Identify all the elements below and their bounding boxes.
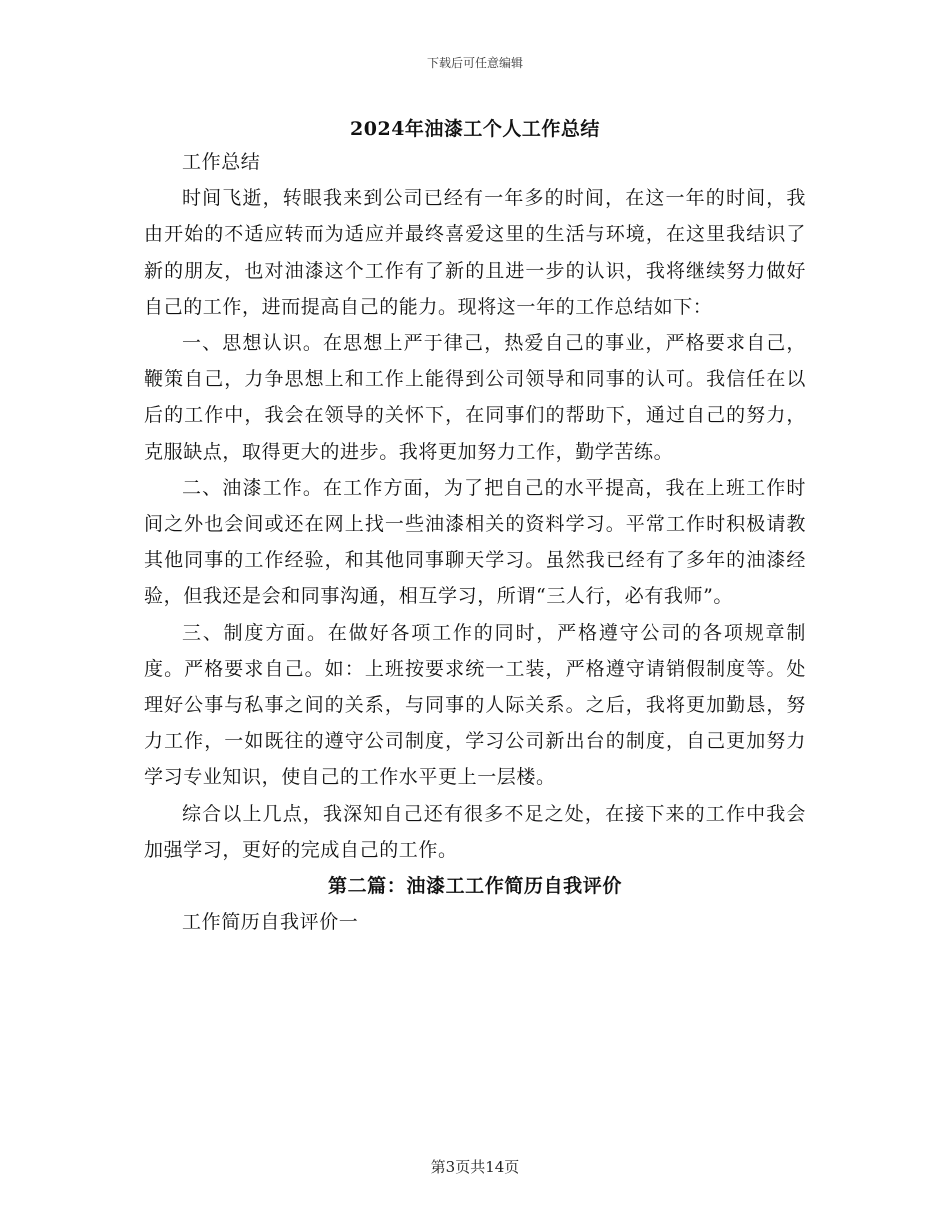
paragraph-ideology: 一、思想认识。在思想上严于律己，热爱自己的事业，严格要求自己，鞭策自己，力争思想上和工作上能得到公司领导和同事的认可。我信任在以后的工作中，我会在领导的关怀下，在同事们的帮助下，通过自己的努力，克服缺点，取得更大的进步。我将更加努力工作，勤学苦练。	[144, 332, 806, 463]
paragraph-heading-work-summary: 工作总结	[182, 151, 261, 173]
section-2-title: 第二篇：油漆工工作简历自我评价	[327, 875, 622, 898]
header-note: 下载后可任意编辑	[426, 56, 523, 70]
paragraph-painting-work: 二、油漆工作。在工作方面，为了把自己的水平提高，我在上班工作时间之外也会间或还在网上找一些油漆相关的资料学习。平常工作时积极请教其他同事的工作经验，和其他同事聊天学习。虽然我已经有了多年的油漆经验，但我还是会和同事沟通，相互学习，所谓“三人行，必有我师”。	[144, 476, 806, 608]
document-body	[144, 144, 806, 940]
page-number: 第3页共14页	[430, 1158, 520, 1176]
section-2-paragraph: 工作简历自我评价一	[182, 911, 359, 934]
paragraph-conclusion: 综合以上几点，我深知自己还有很多不足之处，在接下来的工作中我会加强学习，更好的完成自己的工作。	[144, 802, 806, 861]
paragraph-intro: 时间飞逝，转眼我来到公司已经有一年多的时间，在这一年的时间，我由开始的不适应转而为适应并最终喜爱这里的生活与环境，在这里我结识了新的朋友，也对油漆这个工作有了新的且进一步的认识，我将继续努力做好自己的工作，进而提高自己的能力。现将这一年的工作总结如下：	[144, 187, 806, 318]
document-title: 2024年油漆工个人工作总结	[350, 118, 600, 140]
paragraph-rules: 三、制度方面。在做好各项工作的同时，严格遵守公司的各项规章制度。严格要求自己。如：上班按要求统一工装，严格遵守请销假制度等。处理好公事与私事之间的关系，与同事的人际关系。之后，我将更加勤恳，努力工作，一如既往的遵守公司制度，学习公司新出台的制度，自己更加努力学习专业知识，使自己的工作水平更上一层楼。	[144, 621, 806, 789]
